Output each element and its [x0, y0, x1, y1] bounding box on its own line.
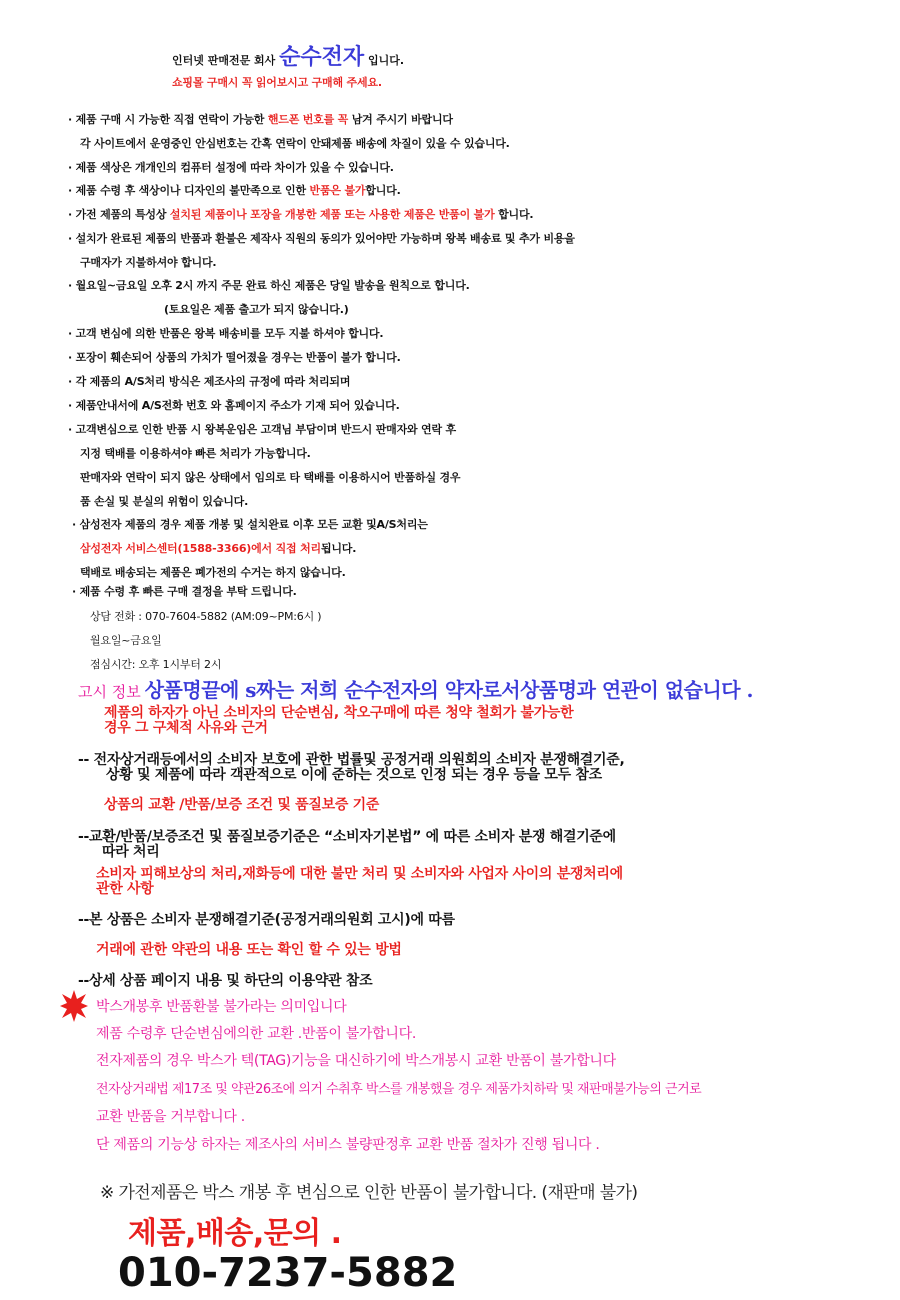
rule-text: · 제품 수령 후 색상이나 디자인의 불만족으로 인한 — [68, 184, 310, 197]
rule-line: (토요일은 제품 출고가 되지 않습니다.) — [164, 303, 349, 316]
section-red: 제품의 하자가 아닌 소비자의 단순변심, 착오구매에 따른 청약 철회가 불가능한 — [104, 705, 574, 721]
notice-info — [78, 674, 753, 703]
contact-lunch-line: 점심시간: 오후 1시부터 2시 — [90, 658, 222, 671]
rule-line: · 제품 수령 후 빠른 구매 결정을 부탁 드립니다. — [72, 585, 297, 598]
rule-line: 구매자가 지불하셔야 합니다. — [80, 256, 217, 269]
section-red: 거래에 관한 약관의 내용 또는 확인 할 수 있는 방법 — [96, 942, 402, 958]
rule-highlight: 반품은 불가 — [309, 184, 366, 197]
section-text: --상세 상품 페이지 내용 및 하단의 이용약관 참조 — [78, 973, 373, 989]
section-text: 따라 처리 — [102, 844, 160, 860]
rule-line: · 고객 변심에 의한 반품은 왕복 배송비를 모두 지불 하셔야 합니다. — [68, 327, 384, 340]
contact-phone-line: 상담 전화 : 070-7604-5882 (AM:09~PM:6시 ) — [90, 610, 322, 623]
rule-line — [80, 540, 356, 556]
rule-line: · 고객변심으로 인한 반품 시 왕복운임은 고객님 부담이며 반드시 판매자와 연락 후 — [68, 423, 456, 436]
rule-line — [68, 182, 401, 198]
rule-text: 됩니다. — [320, 542, 357, 555]
rule-text: 합니다. — [365, 184, 401, 197]
rule-line: · 월요일~금요일 오후 2시 까지 주문 완료 하신 제품은 당일 발송을 원칙으로 합니다. — [68, 279, 470, 292]
handwritten-line: 제품 수령후 단순변심에의한 교환 .반품이 불가합니다. — [96, 1026, 416, 1042]
rule-line — [68, 111, 453, 127]
rule-text: 남겨 주시기 바랍니다 — [348, 113, 453, 126]
section-red: 경우 그 구체적 사유와 근거 — [104, 720, 268, 736]
rule-line: 지정 택배를 이용하셔야 빠른 처리가 가능합니다. — [80, 447, 311, 460]
rule-highlight: 삼성전자 서비스센터(1588-3366)에서 직접 처리 — [80, 542, 321, 555]
rule-line: 각 사이트에서 운영중인 안심번호는 간혹 연락이 안돼제품 배송에 차질이 있을 수 있습니다. — [80, 137, 510, 150]
rule-line: · 설치가 완료된 제품의 반품과 환불은 제작사 직원의 동의가 있어야만 가능하며 왕복 배송료 및 추가 비용을 — [68, 232, 575, 245]
contact-days-line: 월요일~금요일 — [90, 634, 162, 647]
notice-text: 상품명끝에 s짜는 저희 순수전자의 약자로서상품명과 연관이 없습니다 . — [144, 678, 753, 702]
handwritten-line: 박스개봉후 반품환불 불가라는 의미입니다 — [96, 999, 347, 1015]
rule-line: · 제품 색상은 개개인의 컴퓨터 설정에 따라 차이가 있을 수 있습니다. — [68, 161, 394, 174]
rule-line: · 포장이 훼손되어 상품의 가치가 떨어졌을 경우는 반품이 불가 합니다. — [68, 351, 401, 364]
handwritten-line: 단 제품의 기능상 하자는 제조사의 서비스 불량판정후 교환 반품 절차가 진행 됩니다 . — [96, 1137, 600, 1153]
rule-highlight: 설치된 제품이나 포장을 개봉한 제품 또는 사용한 제품은 반품이 불가 — [169, 208, 495, 221]
header-post: 입니다. — [364, 54, 405, 67]
rule-line: 품 손실 및 분실의 위험이 있습니다. — [80, 495, 249, 508]
contact-label: 제품,배송,문의 . — [128, 1216, 342, 1251]
notice-label: 고시 정보 — [78, 683, 141, 701]
section-text: -- 전자상거래등에서의 소비자 보호에 관한 법률및 공정거래 의원회의 소비자 분쟁해결기준, — [78, 752, 625, 768]
section-red: 소비자 피해보상의 처리,재화등에 대한 불만 처리 및 소비자와 사업자 사이의 분쟁처리에 — [96, 866, 623, 882]
section-text: 상황 및 제품에 따라 객관적으로 이에 준하는 것으로 인정 되는 경우 등을 모두 참조 — [106, 767, 602, 783]
handwritten-line: 전자제품의 경우 박스가 텍(TAG)기능을 대신하기에 박스개봉시 교환 반품이 불가합니다 — [96, 1053, 616, 1069]
footer-note: ※ 가전제품은 박스 개봉 후 변심으로 인한 반품이 불가합니다. (재판매 불가) — [100, 1183, 638, 1203]
rule-text: · 가전 제품의 특성상 — [68, 208, 170, 221]
contact-phone-number: 010-7237-5882 — [118, 1250, 458, 1296]
rule-line: · 삼성전자 제품의 경우 제품 개봉 및 설치완료 이후 모든 교환 및A/S처리는 — [72, 518, 428, 531]
handwritten-line: 교환 반품을 거부합니다 . — [96, 1109, 245, 1125]
rule-line: · 각 제품의 A/S처리 방식은 제조사의 규정에 따라 처리되며 — [68, 375, 351, 388]
rule-line: 택배로 배송되는 제품은 폐가전의 수거는 하지 않습니다. — [80, 566, 346, 579]
section-text: --본 상품은 소비자 분쟁해결기준(공정거래의원회 고시)에 따름 — [78, 912, 455, 928]
starburst-icon — [60, 990, 88, 1022]
section-red: 상품의 교환 /반품/보증 조건 및 품질보증 기준 — [104, 797, 380, 813]
brand-name: 순수전자 — [279, 45, 365, 70]
rule-line — [68, 206, 533, 222]
header-notice: 쇼핑몰 구매시 꼭 읽어보시고 구매해 주세요. — [172, 76, 382, 89]
header-line — [172, 40, 404, 71]
section-red: 관한 사항 — [96, 881, 154, 897]
handwritten-line: 전자상거래법 제17조 및 약관26조에 의거 수취후 박스를 개봉했을 경우 제품가치하락 및 재판매불가능의 근거로 — [96, 1082, 702, 1097]
rule-highlight: 핸드폰 번호를 꼭 — [267, 113, 349, 126]
rule-line: · 제품안내서에 A/S전화 번호 와 홈페이지 주소가 기재 되어 있습니다. — [68, 399, 400, 412]
section-text: --교환/반품/보증조건 및 품질보증기준은 “소비자기본법” 에 따른 소비자 분쟁 해결기준에 — [78, 829, 616, 845]
rule-line: 판매자와 연락이 되지 않은 상태에서 임의로 타 택배를 이용하시어 반품하실 경우 — [80, 471, 461, 484]
rule-text: · 제품 구매 시 가능한 직접 연락이 가능한 — [68, 113, 268, 126]
header-pre: 인터넷 판매전문 회사 — [172, 54, 280, 67]
rule-text: 합니다. — [494, 208, 534, 221]
